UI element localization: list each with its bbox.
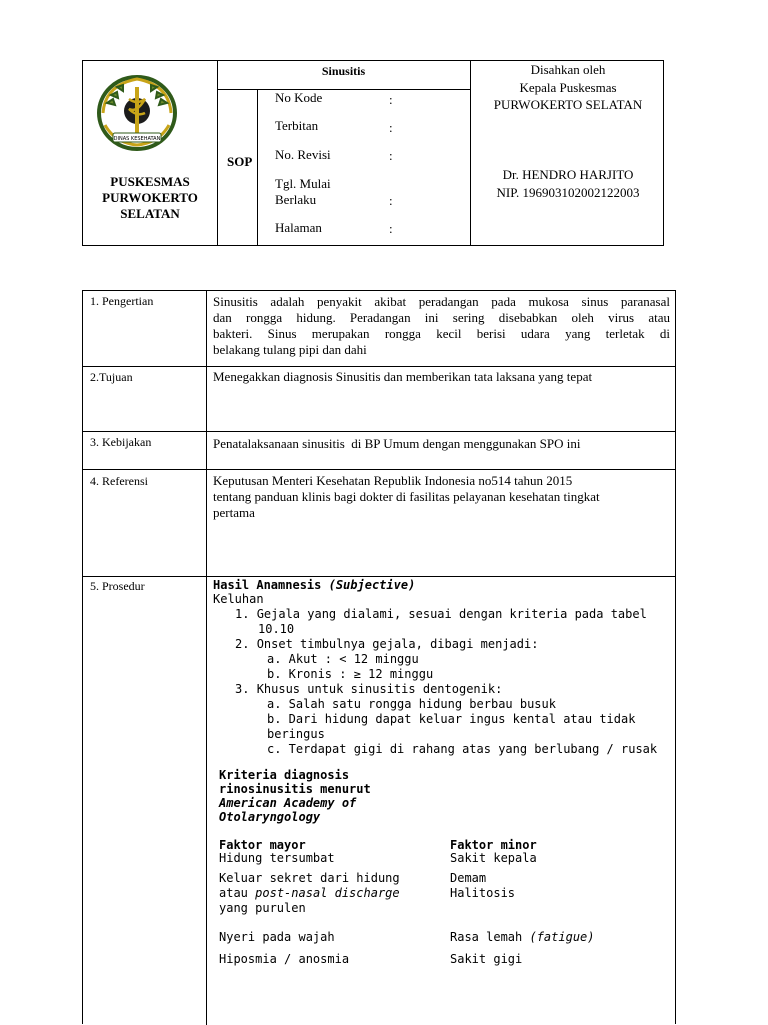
faktor-minor-list: Sakit kepala Demam Halitosis Rasa lemah (fatigue) Sakit gigi xyxy=(450,851,595,966)
field-sep: : xyxy=(389,148,393,163)
faktor-mayor-title: Faktor mayor xyxy=(219,838,306,852)
field-sep: : xyxy=(389,92,393,107)
row-label-referensi: 4. Referensi xyxy=(90,474,148,488)
list-subitem: a. Akut : < 12 minggu xyxy=(267,652,419,666)
row-text-referensi: Keputusan Menteri Kesehatan Republik Indonesia no514 tahun 2015 tentang panduan klinis bagi dokter di fasilitas pelayanan kesehatan tingkat pertama xyxy=(213,473,600,520)
sop-header-table xyxy=(82,60,664,246)
kriteria-title: Kriteria diagnosis rinosinusitis menurut American Academy of Otolaryngology xyxy=(219,768,371,824)
list-subitem-cont: beringus xyxy=(267,727,325,741)
field-halaman: Halaman xyxy=(275,220,322,235)
field-no-kode: No Kode xyxy=(275,90,323,105)
list-item: 3. Khusus untuk sinusitis dentogenik: xyxy=(235,682,503,696)
approval-block: Disahkan oleh Kepala Puskesmas PURWOKERTO SELATAN xyxy=(493,62,643,112)
sop-title: Sinusitis xyxy=(321,64,366,78)
org-name: PUSKESMAS PURWOKERTO SELATAN xyxy=(102,174,198,221)
list-item-cont: 10.10 xyxy=(258,622,295,636)
field-berlaku: Berlaku xyxy=(275,192,317,207)
sop-content-table xyxy=(82,290,676,1024)
field-sep: : xyxy=(389,221,393,236)
list-subitem: b. Dari hidung dapat keluar ingus kental atau tidak xyxy=(267,712,636,726)
field-tgl-mulai: Tgl. Mulai xyxy=(275,176,331,191)
sop-label: SOP xyxy=(227,154,253,169)
puskesmas-logo xyxy=(95,73,179,153)
field-sep: : xyxy=(389,193,393,208)
row-label-pengertian: 1. Pengertian xyxy=(90,294,154,308)
list-subitem: b. Kronis : ≥ 12 minggu xyxy=(267,667,434,681)
faktor-minor-title: Faktor minor xyxy=(450,838,537,852)
prosedur-content xyxy=(213,578,673,757)
row-label-tujuan: 2.Tujuan xyxy=(90,370,133,384)
prosedur-heading: Hasil Anamnesis (Subjective) xyxy=(213,578,416,592)
field-sep: : xyxy=(389,120,393,135)
row-text-kebijakan: Penatalaksanaan sinusitis di BP Umum dengan menggunakan SPO ini xyxy=(213,436,581,451)
row-text-tujuan: Menegakkan diagnosis Sinusitis dan memberikan tata laksana yang tepat xyxy=(213,369,593,384)
keluhan-label: Keluhan xyxy=(213,592,264,606)
list-subitem: a. Salah satu rongga hidung berbau busuk xyxy=(267,697,556,711)
row-text-pengertian: Sinusitis adalah penyakit akibat peradangan pada mukosa sinus paranasal dan rongga hidung. Peradangan ini sering disebabkan oleh virus atau bakteri. Sinus merupakan rongga kecil berisi udara yang terletak di belakang tulang pipi dan dahi xyxy=(213,294,670,357)
row-label-kebijakan: 3. Kebijakan xyxy=(90,435,152,449)
list-subitem: c. Terdapat gigi di rahang atas yang berlubang / rusak xyxy=(267,742,658,756)
faktor-mayor-list: Hidung tersumbat Keluar sekret dari hidung atau post-nasal discharge yang purulen Nyeri pada wajah Hiposmia / anosmia xyxy=(219,851,400,966)
list-item: 2. Onset timbulnya gejala, dibagi menjadi: xyxy=(235,637,539,651)
logo-banner-text: DINAS KESEHATAN xyxy=(113,136,161,142)
approval-signer: Dr. HENDRO HARJITO NIP. 196903102002122003 xyxy=(496,167,640,200)
row-label-prosedur: 5. Prosedur xyxy=(90,579,145,593)
field-terbitan: Terbitan xyxy=(275,118,319,133)
list-item: 1. Gejala yang dialami, sesuai dengan kriteria pada tabel xyxy=(235,607,647,621)
field-no-revisi: No. Revisi xyxy=(275,147,331,162)
